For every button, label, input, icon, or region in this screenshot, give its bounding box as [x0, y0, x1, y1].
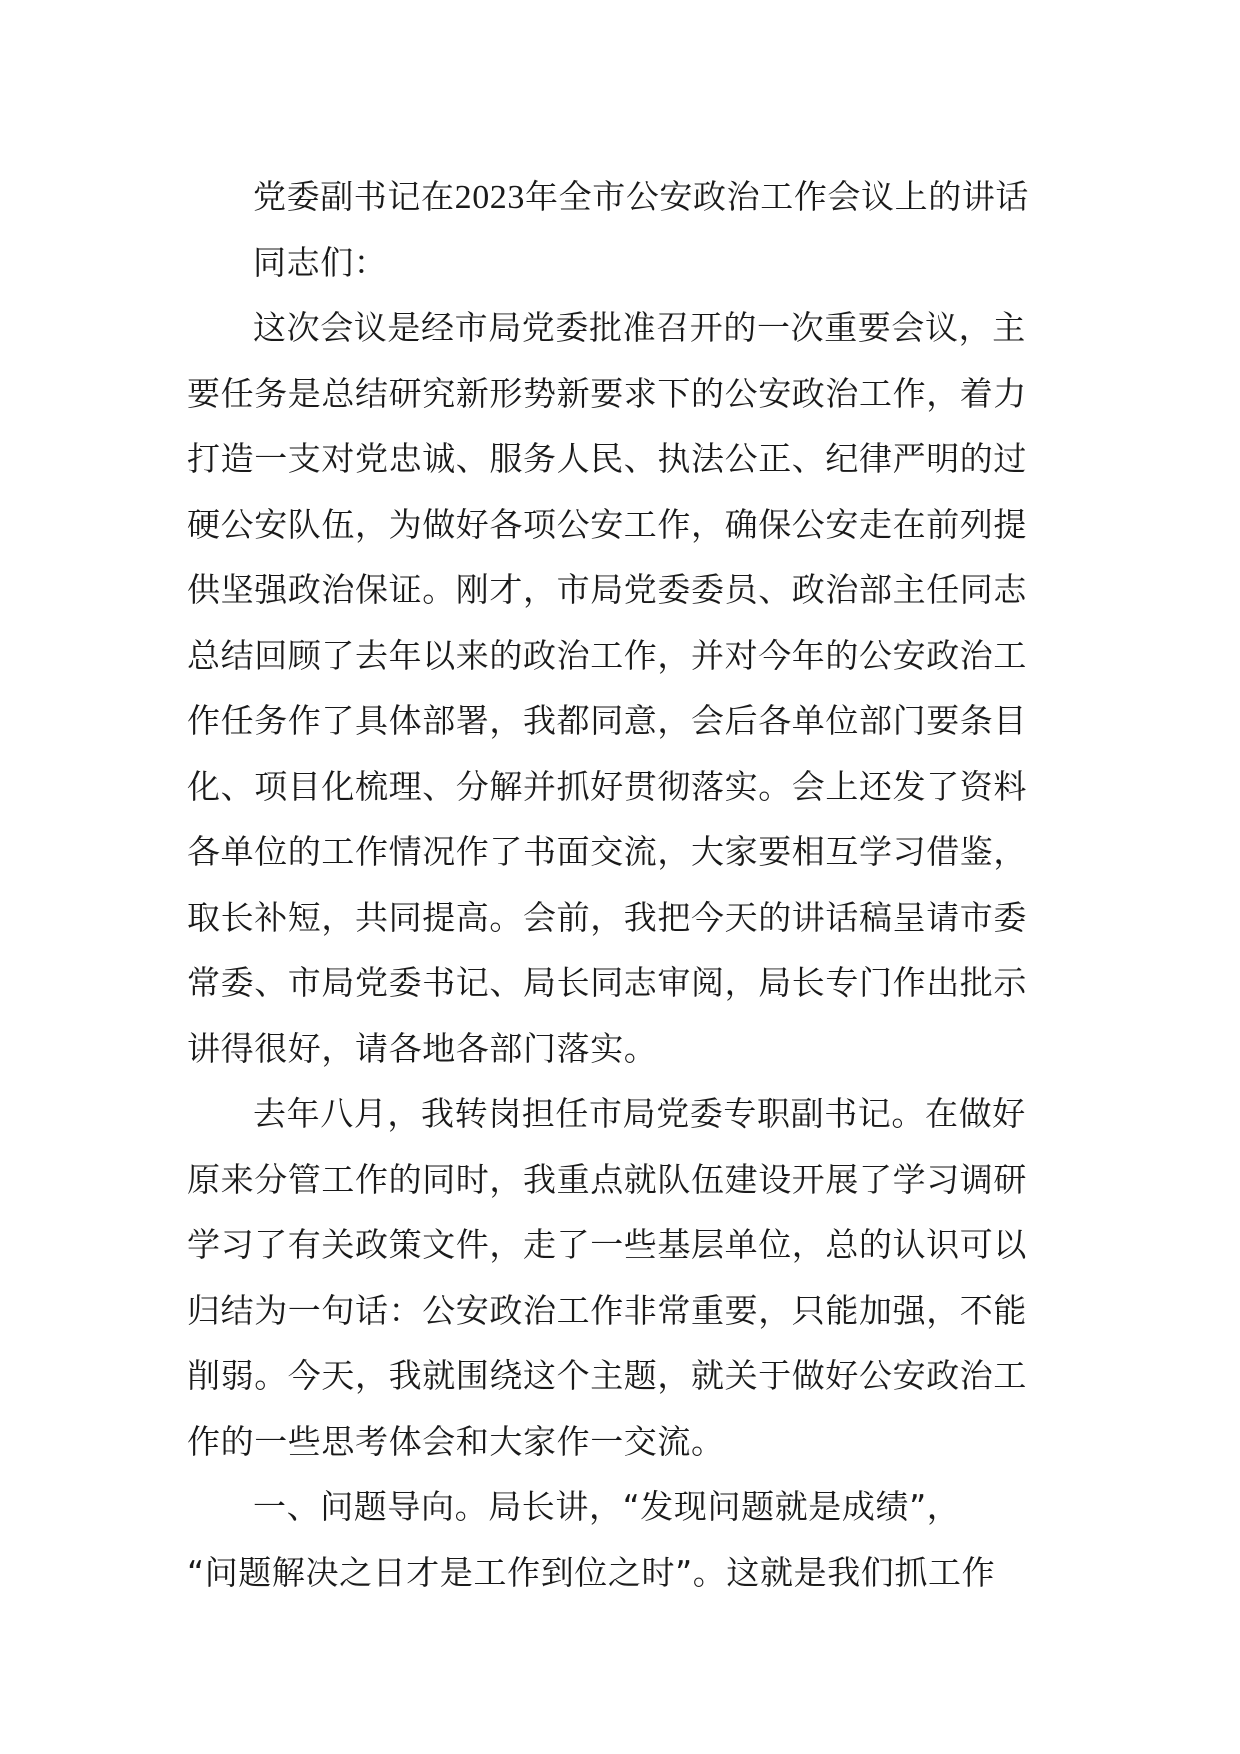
- paragraph-1-line: 作任务作了具体部署，我都同意，会后各单位部门要条目: [187, 701, 1027, 740]
- paragraph-2-line: 作的一些思考体会和大家作一交流。: [187, 1421, 725, 1461]
- document-title: [187, 164, 1053, 230]
- paragraph-2-line: 归结为一句话：公安政治工作非常重要，只能加强，不能: [187, 1290, 1027, 1330]
- paragraph-1-line: 硬公安队伍，为做好各项公安工作，确保公安走在前列提: [187, 504, 1027, 544]
- paragraph-1-line: 这次会议是经市局党委批准召开的一次重要会议，主: [253, 308, 1026, 347]
- paragraph-1-line: 取长补短，共同提高。会前，我把今天的讲话稿呈请市委: [187, 897, 1027, 937]
- title-prefix: 党委副书记在: [253, 177, 455, 216]
- paragraph-1-line: 化、项目化梳理、分解并抓好贯彻落实。会上还发了资料: [187, 766, 1027, 806]
- paragraph-3-line: “问题解决之日才是工作到位之时”。这就是我们抓工作: [187, 1552, 996, 1592]
- paragraph-1-line: 要任务是总结研究新形势新要求下的公安政治工作，着力: [187, 373, 1027, 413]
- paragraph-1-line: 供坚强政治保证。刚才，市局党委委员、政治部主任同志: [187, 570, 1027, 609]
- paragraph-1-line: 总结回顾了去年以来的政治工作，并对今年的公安政治工: [187, 635, 1027, 675]
- paragraph-2-line: 去年八月，我转岗担任市局党委专职副书记。在做好: [253, 1094, 1026, 1133]
- paragraph-1-line: 讲得很好，请各地各部门落实。: [187, 1028, 658, 1068]
- paragraph-1-line: 各单位的工作情况作了书面交流，大家要相互学习借鉴，: [187, 832, 1027, 871]
- paragraph-2-line: 削弱。今天，我就围绕这个主题，就关于做好公安政治工: [187, 1356, 1027, 1395]
- paragraph-2-line: 学习了有关政策文件，走了一些基层单位，总的认识可以: [187, 1225, 1027, 1264]
- paragraph-2-line: 原来分管工作的同时，我重点就队伍建设开展了学习调研: [187, 1159, 1027, 1199]
- title-year: 2023: [454, 179, 526, 216]
- paragraph-1-line: 打造一支对党忠诚、服务人民、执法公正、纪律严明的过: [187, 439, 1027, 478]
- salutation: 同志们：: [253, 242, 388, 282]
- paragraph-1-line: 常委、市局党委书记、局长同志审阅，局长专门作出批示: [187, 963, 1027, 1002]
- document-body: [187, 164, 1053, 1605]
- title-suffix: 年全市公安政治工作会议上的讲话: [525, 177, 1030, 216]
- paragraph-3-line: 一、问题导向。局长讲，“发现问题就是成绩”，: [253, 1487, 961, 1526]
